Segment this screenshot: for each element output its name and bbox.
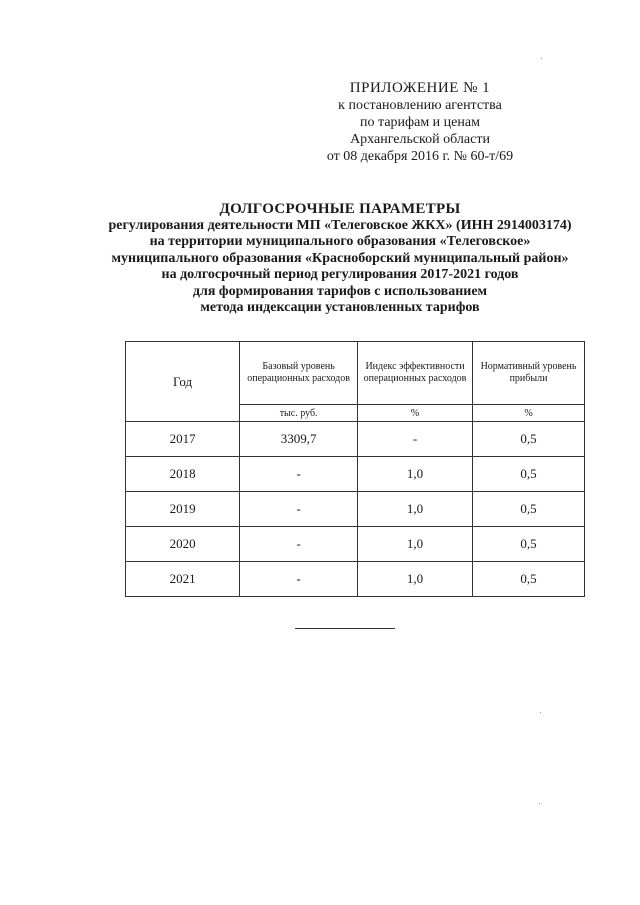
heading-line-4: на долгосрочный период регулирования 2017-2021 годов (161, 267, 519, 282)
closing-divider (295, 628, 395, 629)
cell-base: - (240, 457, 358, 492)
cell-profit: 0,5 (473, 492, 585, 527)
table-row (126, 457, 585, 492)
cell-year: 2020 (126, 527, 240, 562)
header-base-costs: Базовый уровень операционных расходов (240, 342, 358, 405)
cell-base: - (240, 527, 358, 562)
cell-profit: 0,5 (473, 422, 585, 457)
cell-year: 2017 (126, 422, 240, 457)
heading-line-2: на территории муниципального образования «Телеговское» (149, 234, 531, 249)
heading-title: ДОЛГОСРОЧНЫЕ ПАРАМЕТРЫ (219, 201, 461, 217)
appendix-line-2: по тарифам и ценам (360, 115, 480, 130)
table-header-row (126, 342, 585, 405)
table-row (126, 527, 585, 562)
cell-base: 3309,7 (240, 422, 358, 457)
cell-base: - (240, 562, 358, 597)
cell-base: - (240, 492, 358, 527)
appendix-block (290, 80, 550, 165)
heading-line-1: регулирования деятельности МП «Телеговское ЖКХ» (ИНН 2914003174) (108, 217, 572, 233)
header-year: Год (126, 342, 240, 422)
cell-profit: 0,5 (473, 457, 585, 492)
cell-profit: 0,5 (473, 562, 585, 597)
cell-year: 2021 (126, 562, 240, 597)
heading-line-6: метода индексации установленных тарифов (200, 300, 480, 315)
table-row (126, 562, 585, 597)
table-row (126, 492, 585, 527)
parameters-table (125, 341, 585, 597)
unit-index: % (358, 405, 473, 422)
cell-profit: 0,5 (473, 527, 585, 562)
scan-speck (541, 58, 542, 59)
heading-line-3: муниципального образования «Красноборский муниципальный район» (111, 250, 569, 266)
cell-year: 2019 (126, 492, 240, 527)
cell-index: 1,0 (358, 492, 473, 527)
table-row (126, 422, 585, 457)
unit-profit: % (473, 405, 585, 422)
cell-index: 1,0 (358, 457, 473, 492)
appendix-title: ПРИЛОЖЕНИЕ № 1 (349, 80, 491, 96)
appendix-line-1: к постановлению агентства (338, 98, 502, 113)
header-efficiency-index: Индекс эффективности операционных расходов (358, 342, 473, 405)
appendix-line-4: от 08 декабря 2016 г. № 60-т/69 (326, 149, 514, 164)
cell-index: - (358, 422, 473, 457)
cell-year: 2018 (126, 457, 240, 492)
document-heading (70, 201, 610, 317)
scan-speck (540, 712, 541, 713)
scan-speck (539, 803, 540, 804)
header-profit-level: Нормативный уровень прибыли (473, 342, 585, 405)
appendix-line-3: Архангельской области (350, 132, 490, 147)
cell-index: 1,0 (358, 527, 473, 562)
unit-base: тыс. руб. (240, 405, 358, 422)
cell-index: 1,0 (358, 562, 473, 597)
heading-line-5: для формирования тарифов с использованием (192, 283, 488, 299)
